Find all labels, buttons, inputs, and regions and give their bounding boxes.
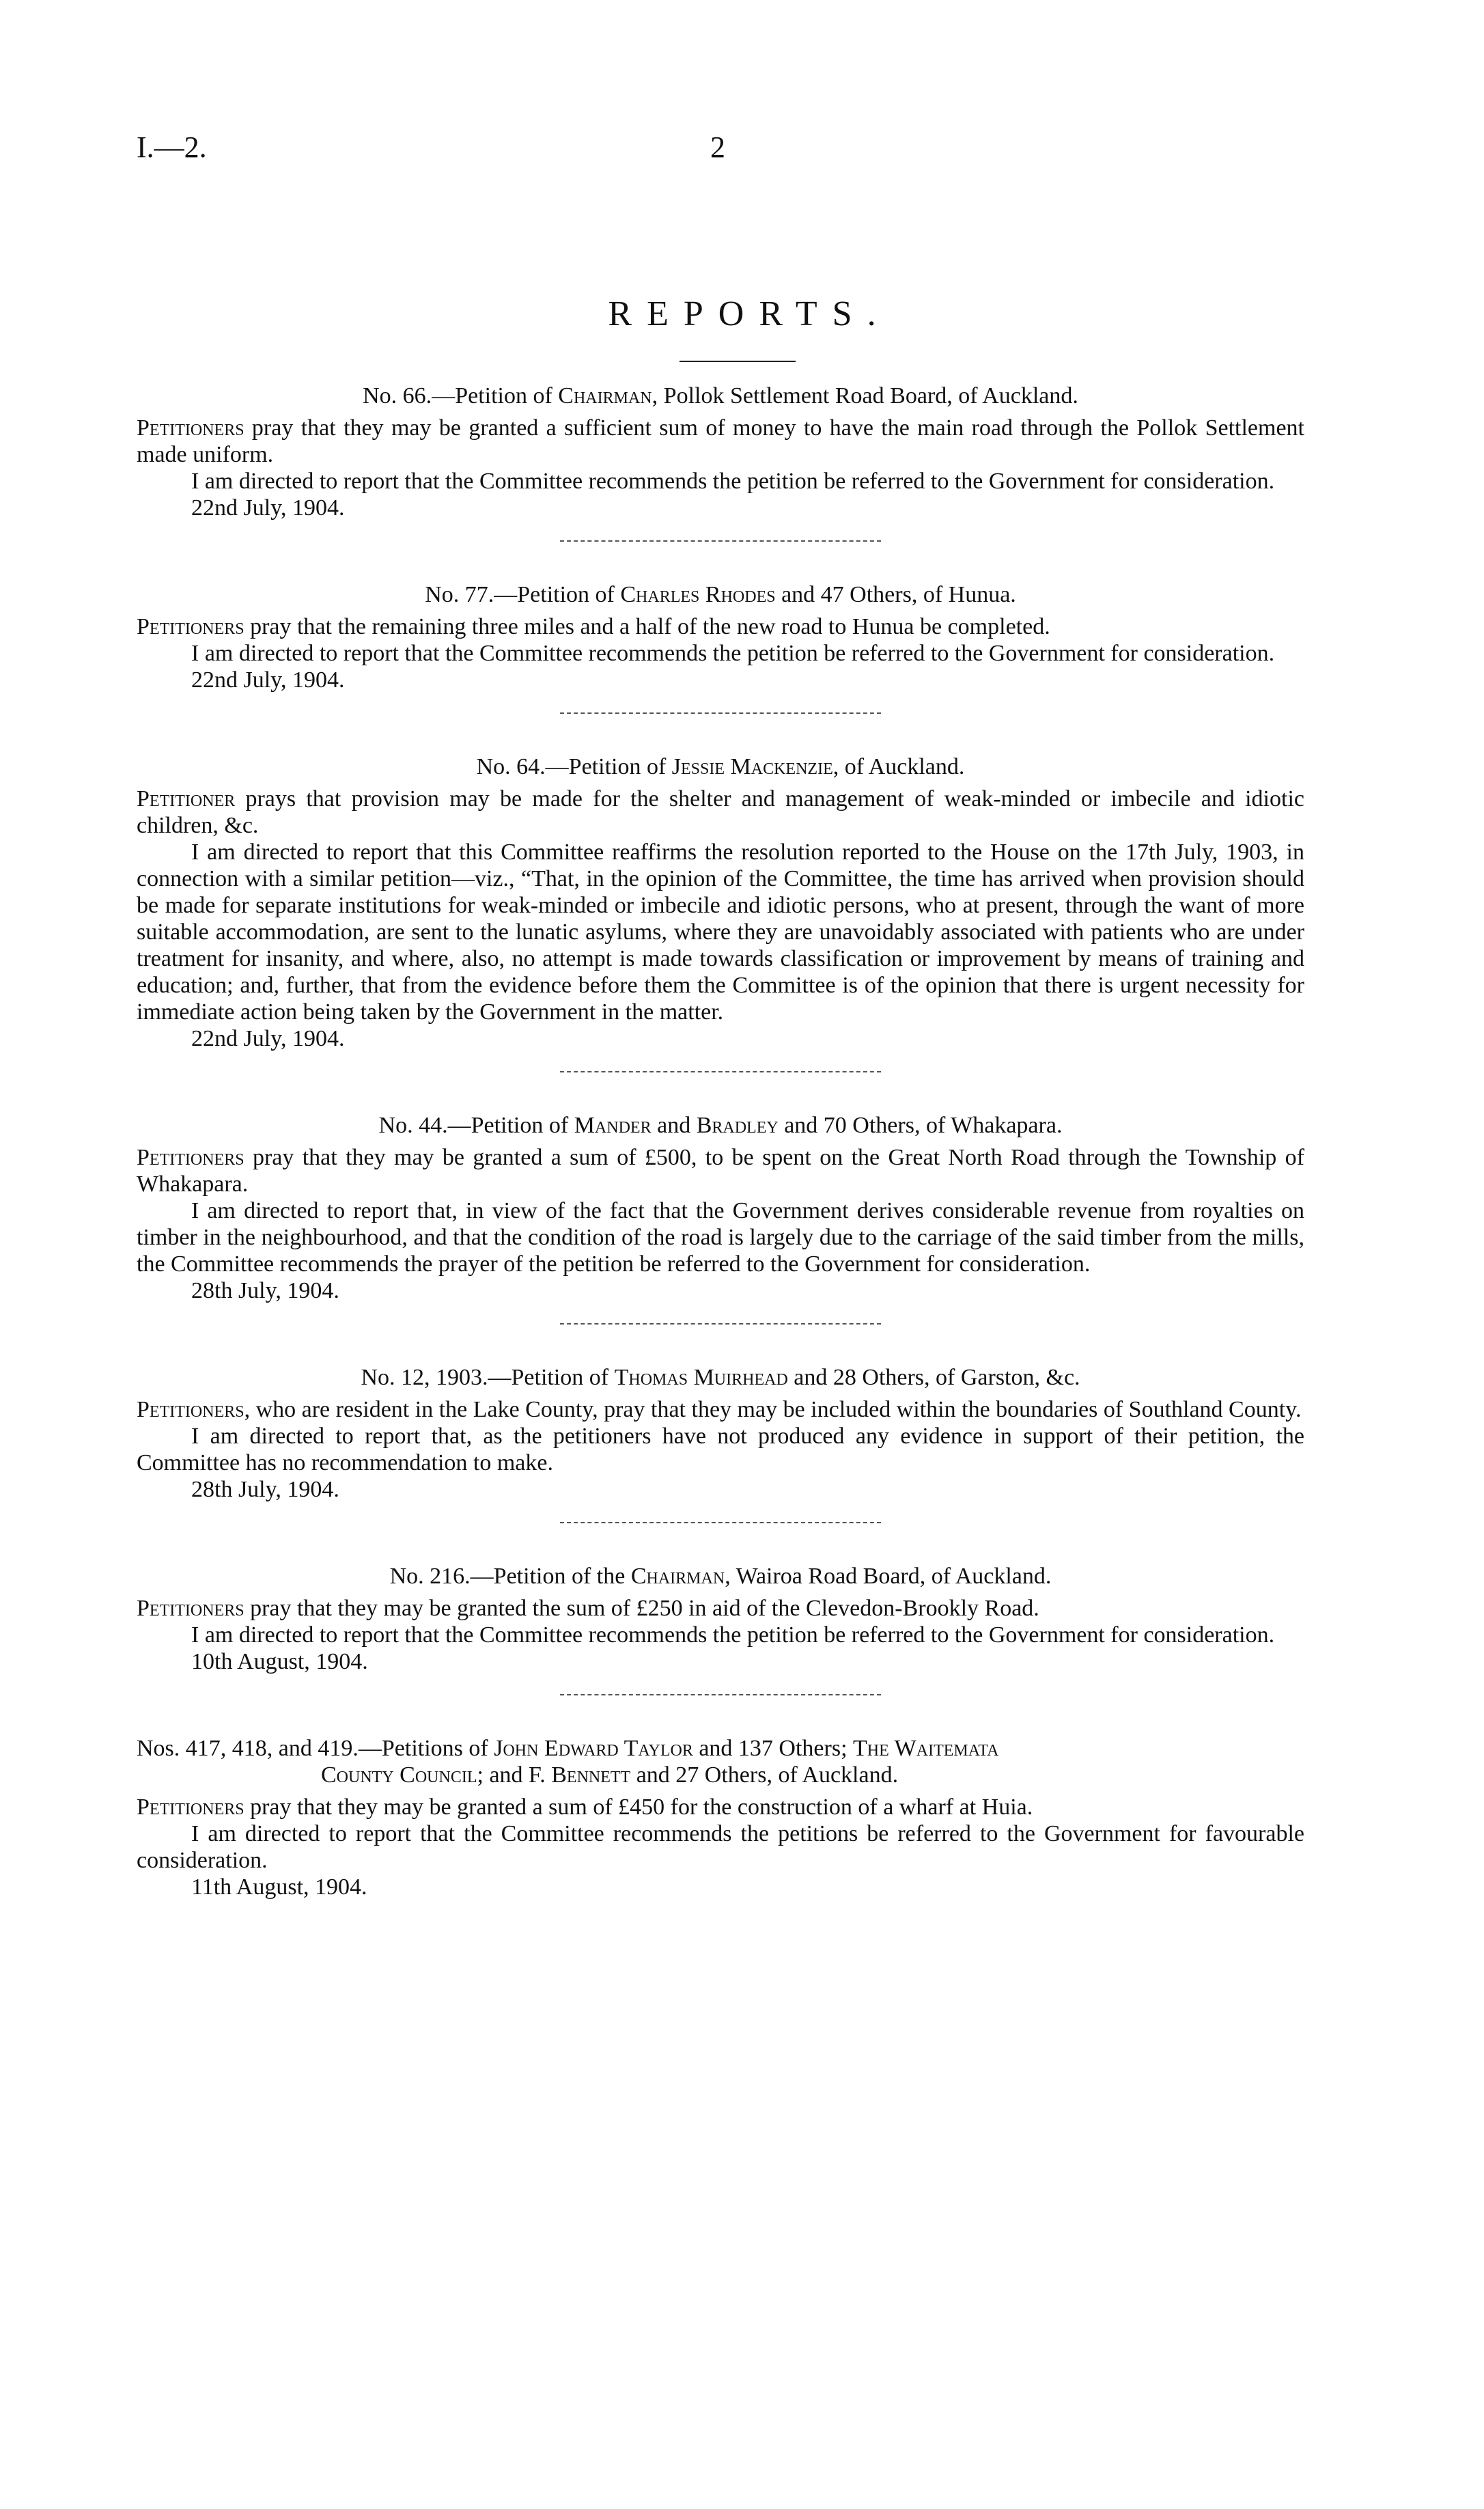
petitioner-name: Chairman [630,1564,725,1589]
petition-title-text: , Wairoa Road Board, of Auckland. [725,1564,1052,1589]
petition-number: No. 44. [378,1113,448,1138]
petition-lead-word: Petitioner [137,786,236,812]
report-date: 28th July, 1904. [191,1477,339,1502]
petition-entry [137,1563,1304,1675]
petitioner-name: F. Bennett [529,1762,631,1788]
petition-title-continuation [137,1762,1304,1788]
petition-title-text: and 27 Others, of Auckland. [630,1762,899,1788]
petition-title-text: —Petition of [447,1113,574,1138]
petition-title-text: and [651,1113,697,1138]
reports-body [137,383,1304,1900]
petition-title-text: —Petition of [432,383,559,408]
petition-title-text: —Petition of [494,582,621,607]
petitioner-name: Mander [574,1113,652,1138]
petition-prayer [137,415,1304,468]
committee-report: I am directed to report that, in view of the fact that the Government derives considerable revenue from royalties on timber in the neighbourhood, and that the condition of the road is largely due to the carriage of the said timber from the mills, the Committee recommends the prayer of the petition be referred to the Government for consideration. [137,1198,1304,1277]
committee-report: I am directed to report that the Committee recommends the petition be referred to the Government for consideration. [191,641,1275,666]
petition-title [137,753,1304,780]
petitioner-name: The Waitemata [853,1736,999,1761]
page-number: 2 [710,130,725,164]
petition-prayer [137,1144,1304,1197]
petition-title-text: —Petition of the [470,1564,631,1589]
petition-lead-word: Petitioners [137,1794,244,1820]
committee-report: I am directed to report that, as the petitioners have not produced any evidence in support of their petition, the Committee has no recommendation to make. [137,1424,1304,1475]
petition-entry [137,383,1304,521]
petition-number: Nos. 417, 418, and 419. [137,1736,359,1761]
petition-number: No. 77. [425,582,494,607]
petition-prayer-text: pray that they may be granted a sum of £450 for the construction of a wharf at Huia. [244,1794,1033,1820]
section-divider [560,1522,881,1523]
section-divider [560,1071,881,1072]
petition-number: No. 216. [389,1564,471,1589]
petition-title [137,1364,1304,1391]
petition-prayer-text: pray that they may be granted the sum of £250 in aid of the Clevedon-Brookly Road. [244,1596,1039,1621]
petition-number: No. 66. [363,383,432,408]
petition-title-text: —Petitions of [358,1736,494,1761]
petitioner-name: Charles Rhodes [620,582,776,607]
petition-title [137,581,1304,608]
petition-number: No. 12, 1903. [361,1365,488,1390]
petition-title-text: —Petition of [545,754,672,779]
petition-entry [137,581,1304,693]
petition-entry [137,1735,1304,1900]
petitioner-name: Bradley [696,1113,779,1138]
committee-report: I am directed to report that this Committee reaffirms the resolution reported to the House on the 17th July, 1903, in connection with a similar petition—viz., “That, in the opinion of the Committee, the time has arrived when provision should be made for separate institutions for weak-minded or imbecile and idiotic persons, who at present, through the want of more suitable accommodation, are sent to the lunatic asylums, where they are unavoidably associated with patients who are under treatment for insanity, and where, also, no attempt is made towards classification or improvement by means of training and education; and, further, that from the evidence before them the Committee is of the opinion that there is urgent necessity for immediate action being taken by the Government in the matter. [137,840,1304,1025]
petition-title-text: —Petition of [488,1365,615,1390]
petition-prayer [137,1595,1304,1622]
petition-title-text: , Pollok Settlement Road Board, of Auckland. [652,383,1078,408]
petition-prayer [137,786,1304,839]
petition-lead-word: Petitioners [137,1596,244,1621]
report-date: 11th August, 1904. [191,1874,367,1900]
report-date: 22nd July, 1904. [191,1026,345,1051]
petitioner-name: John Edward Taylor [494,1736,693,1761]
petition-title-text: and 47 Others, of Hunua. [775,582,1016,607]
petitioner-name: County Council [321,1762,477,1788]
petition-title [137,1735,1304,1788]
committee-report: I am directed to report that the Committee recommends the petition be referred to the Government for consideration. [191,1622,1275,1648]
petition-prayer [137,613,1304,640]
report-date: 22nd July, 1904. [191,667,345,693]
petition-prayer [137,1396,1304,1423]
report-date: 22nd July, 1904. [191,495,345,521]
petition-lead-word: Petitioners [137,614,244,639]
petition-entry [137,1112,1304,1304]
committee-report: I am directed to report that the Committee recommends the petitions be referred to the Government for favourable consideration. [137,1821,1304,1873]
committee-report: I am directed to report that the Committee recommends the petition be referred to the Government for consideration. [191,469,1275,494]
page-heading: REPORTS. [608,294,891,333]
petition-title [137,1563,1304,1590]
petition-title-text: and 28 Others, of Garston, &c. [787,1365,1080,1390]
petition-title [137,383,1304,409]
section-divider [560,1323,881,1325]
heading-rule [680,361,796,362]
section-divider [560,540,881,542]
petition-entry [137,753,1304,1052]
petition-prayer-text: pray that the remaining three miles and a half of the new road to Hunua be completed. [244,614,1050,639]
petition-entry [137,1364,1304,1503]
report-date: 10th August, 1904. [191,1649,368,1674]
petition-number: No. 64. [476,754,546,779]
petition-lead-word: Petitioners [137,1145,244,1170]
petitioner-name: Jessie Mackenzie [671,754,833,779]
report-date: 28th July, 1904. [191,1278,339,1303]
petition-lead-word: Petitioners [137,415,244,441]
document-reference: I.—2. [137,130,207,164]
petition-prayer [137,1794,1304,1820]
petition-prayer-text: prays that provision may be made for the shelter and management of weak-minded or imbecile and idiotic children, &c. [137,786,1304,838]
petitioner-name: Thomas Muirhead [614,1365,788,1390]
petition-title [137,1112,1304,1139]
petition-title-text: , of Auckland. [832,754,965,779]
petitioner-name: Chairman [558,383,652,408]
petition-title-text: and 70 Others, of Whakapara. [778,1113,1063,1138]
petition-lead-word: Petitioners [137,1397,244,1422]
section-divider [560,1694,881,1695]
petition-prayer-text: pray that they may be granted a sum of £500, to be spent on the Great North Road through the Township of Whakapara. [137,1145,1304,1197]
petition-title-text: and 137 Others; [692,1736,854,1761]
petition-prayer-text: , who are resident in the Lake County, pray that they may be included within the boundaries of Southland County. [244,1397,1302,1422]
section-divider [560,712,881,714]
petition-prayer-text: pray that they may be granted a sufficient sum of money to have the main road through the Pollok Settlement made uniform. [137,415,1304,467]
petition-title-text: ; and [477,1762,529,1788]
